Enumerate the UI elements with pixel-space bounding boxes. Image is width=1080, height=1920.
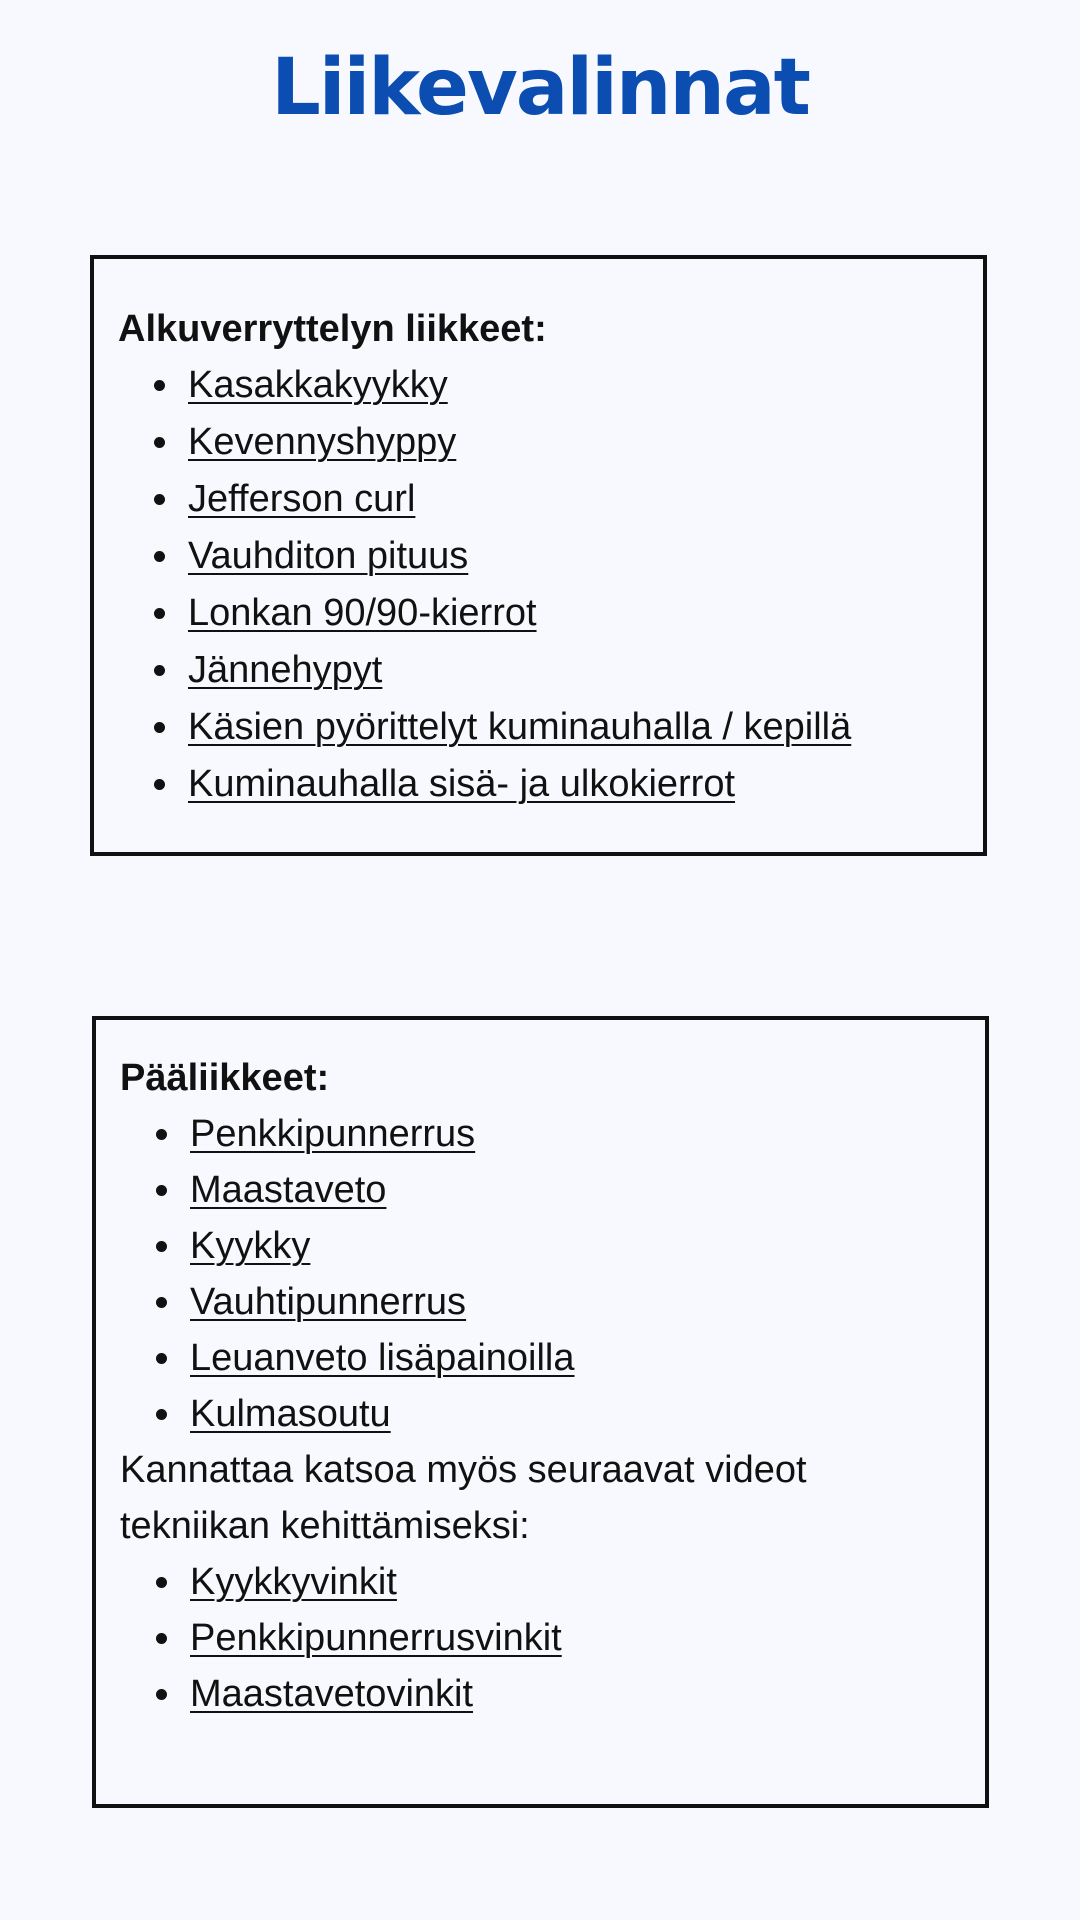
warmup-exercises-box: [90, 255, 987, 856]
main-link-maastaveto[interactable]: Maastaveto: [190, 1169, 387, 1211]
videos-note: Kannattaa katsoa myös seuraavat videot tekniikan kehittämiseksi:: [120, 1449, 807, 1547]
warmup-link-kevennyshyppy[interactable]: Kevennyshyppy: [188, 421, 457, 463]
bullet-icon: [156, 1241, 167, 1252]
warmup-link-kuminauha-kierrot[interactable]: Kuminauhalla sisä- ja ulkokierrot: [188, 763, 736, 805]
bullet-icon: [154, 551, 165, 562]
bullet-icon: [156, 1353, 167, 1364]
list-item: [118, 699, 983, 756]
warmup-link-lonkan-kierrot[interactable]: Lonkan 90/90-kierrot: [188, 592, 537, 634]
bullet-icon: [156, 1297, 167, 1308]
video-link-maastavetovinkit[interactable]: Maastavetovinkit: [190, 1673, 474, 1715]
list-item: [118, 756, 983, 813]
warmup-link-jefferson-curl[interactable]: Jefferson curl: [188, 478, 416, 520]
main-link-kulmasoutu[interactable]: Kulmasoutu: [190, 1393, 391, 1435]
main-link-vauhtipunnerrus[interactable]: Vauhtipunnerrus: [190, 1281, 467, 1323]
list-item: [120, 1554, 985, 1610]
bullet-icon: [154, 608, 165, 619]
list-item: [118, 528, 983, 585]
warmup-link-kasakkakyykky[interactable]: Kasakkakyykky: [188, 364, 448, 406]
bullet-icon: [154, 494, 165, 505]
list-item: [118, 471, 983, 528]
bullet-icon: [156, 1409, 167, 1420]
bullet-icon: [156, 1185, 167, 1196]
video-link-kyykkyvinkit[interactable]: Kyykkyvinkit: [190, 1561, 397, 1603]
page-title: Liikevalinnat: [271, 43, 809, 133]
main-list: [120, 1106, 985, 1442]
main-link-leuanveto[interactable]: Leuanveto lisäpainoilla: [190, 1337, 575, 1379]
main-link-kyykky[interactable]: Kyykky: [190, 1225, 311, 1267]
warmup-link-vauhditon-pituus[interactable]: Vauhditon pituus: [188, 535, 469, 577]
list-item: [120, 1162, 985, 1218]
bullet-icon: [156, 1129, 167, 1140]
video-link-penkkipunnerrusvinkit[interactable]: Penkkipunnerrusvinkit: [190, 1617, 562, 1659]
warmup-list: [118, 357, 983, 813]
list-item: [120, 1666, 985, 1722]
bullet-icon: [156, 1689, 167, 1700]
list-item: [120, 1106, 985, 1162]
list-item: [120, 1218, 985, 1274]
main-link-penkkipunnerrus[interactable]: Penkkipunnerrus: [190, 1113, 476, 1155]
warmup-link-jannehypyt[interactable]: Jännehypyt: [188, 649, 383, 691]
list-item: [118, 357, 983, 414]
main-exercises-box: [92, 1016, 989, 1808]
bullet-icon: [154, 380, 165, 391]
warmup-link-kasien-pyorittelyt[interactable]: Käsien pyörittelyt kuminauhalla / kepillä: [188, 706, 852, 748]
list-item: [118, 414, 983, 471]
list-item: [120, 1274, 985, 1330]
bullet-icon: [154, 779, 165, 790]
video-list: [120, 1554, 985, 1722]
list-item: [118, 642, 983, 699]
bullet-icon: [154, 665, 165, 676]
main-heading: Pääliikkeet:: [120, 1057, 330, 1099]
list-item: [118, 585, 983, 642]
bullet-icon: [154, 437, 165, 448]
list-item: [120, 1330, 985, 1386]
bullet-icon: [154, 722, 165, 733]
warmup-heading: Alkuverryttelyn liikkeet:: [118, 308, 547, 350]
bullet-icon: [156, 1577, 167, 1588]
list-item: [120, 1386, 985, 1442]
list-item: [120, 1610, 985, 1666]
bullet-icon: [156, 1633, 167, 1644]
